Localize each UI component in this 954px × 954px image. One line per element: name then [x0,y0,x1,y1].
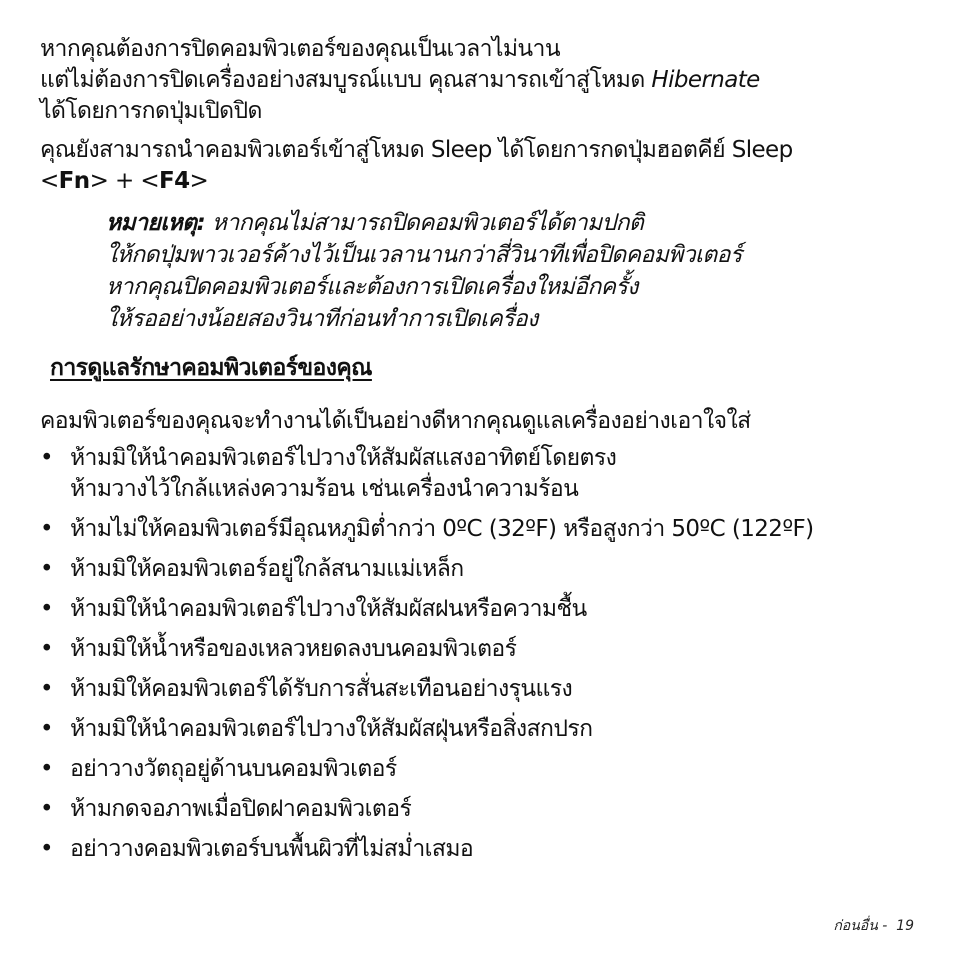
list-item [40,514,920,545]
list-item [40,634,920,665]
list-item-text: ห้ามกดจอภาพเมื่อปิดฝาคอมพิวเตอร์ [70,796,412,822]
page-footer [833,915,914,937]
list-item-text: ห้ามมิให้นำคอมพิวเตอร์ไปวางให้สัมผัสแสงอาทิตย์โดยตรง [70,445,617,471]
text-line [40,65,920,96]
list-item [40,714,920,745]
list-item-text: ห้ามไม่ให้คอมพิวเตอร์มีอุณหภูมิต่ำกว่า 0ºC (32ºF) หรือสูงกว่า 50ºC (122ºF) [70,516,814,542]
f4-key: F4 [159,168,190,194]
list-item-text: ห้ามมิให้คอมพิวเตอร์อยู่ใกล้สนามแม่เหล็ก [70,556,464,582]
note-label: หมายเหตุ: [106,210,206,236]
bullet-icon: • [40,556,53,582]
bullet-icon: • [40,796,53,822]
page-number: 19 [896,918,914,934]
note-line: ให้กดปุ่มพาวเวอร์ค้างไว้เป็นเวลานานกว่าสี่วินาทีเพื่อปิดคอมพิวเตอร์ [106,242,742,268]
bullet-icon: • [40,445,53,471]
text-span: แต่ไม่ต้องการปิดเครื่องอย่างสมบูรณ์แบบ คุณสามารถเข้าสู่โหมด [40,67,652,93]
list-item [40,754,920,785]
list-item-text: ห้ามมิให้นำคอมพิวเตอร์ไปวางให้สัมผัสฝุ่นหรือสิ่งสกปรก [70,716,593,742]
list-item-text: อย่าวางคอมพิวเตอร์บนพื้นผิวที่ไม่สม่ำเสมอ [70,836,474,862]
bullet-icon: • [40,716,53,742]
note-line: หากคุณปิดคอมพิวเตอร์และต้องการเปิดเครื่องใหม่อีกครั้ง [106,274,638,300]
text-line: ได้โดยการกดปุ่มเปิดปิด [40,98,262,124]
text-line: คุณยังสามารถนำคอมพิวเตอร์เข้าสู่โหมด Sleep ได้โดยการกดปุ่มฮอตคีย์ Sleep [40,137,793,163]
text-span: > + < [89,168,159,194]
hibernate-paragraph [40,34,920,127]
hibernate-term: Hibernate [651,67,760,93]
text-span: หากคุณไม่สามารถปิดคอมพิวเตอร์ได้ตามปกติ [205,210,644,236]
bullet-icon: • [40,756,53,782]
list-item-text: ห้ามวางไว้ใกล้แหล่งความร้อน เช่นเครื่องนำความร้อน [70,476,579,502]
care-list [40,443,920,865]
text-line: หากคุณต้องการปิดคอมพิวเตอร์ของคุณเป็นเวลาไม่นาน [40,36,560,62]
list-item [40,834,920,865]
text-span: > [189,168,209,194]
note-line: ให้รออย่างน้อยสองวินาทีก่อนทำการเปิดเครื่อง [106,306,538,332]
section-heading: การดูแลรักษาคอมพิวเตอร์ของคุณ [50,355,372,381]
hotkey-line [40,166,920,197]
bullet-icon: • [40,636,53,662]
bullet-icon: • [40,516,53,542]
note-line [106,207,920,239]
note-block [106,207,920,335]
bullet-icon: • [40,676,53,702]
document-page [40,34,920,874]
list-item-text: อย่าวางวัตถุอยู่ด้านบนคอมพิวเตอร์ [70,756,397,782]
fn-key: Fn [58,168,90,194]
list-item [40,594,920,625]
text-span: < [40,168,59,194]
bullet-icon: • [40,596,53,622]
list-item-text: ห้ามมิให้น้ำหรือของเหลวหยดลงบนคอมพิวเตอร์ [70,636,517,662]
sleep-paragraph [40,135,920,197]
list-item [40,554,920,585]
list-item-text: ห้ามมิให้นำคอมพิวเตอร์ไปวางให้สัมผัสฝนหรือความชื้น [70,596,587,622]
list-item [40,674,920,705]
list-item-text: ห้ามมิให้คอมพิวเตอร์ได้รับการสั่นสะเทือนอย่างรุนแรง [70,676,573,702]
bullet-icon: • [40,836,53,862]
list-item [40,443,920,505]
list-item [40,794,920,825]
footer-section-name: ก่อนอื่น - [833,918,888,934]
section-intro: คอมพิวเตอร์ของคุณจะทำงานได้เป็นอย่างดีหากคุณดูแลเครื่องอย่างเอาใจใส่ [40,408,751,434]
